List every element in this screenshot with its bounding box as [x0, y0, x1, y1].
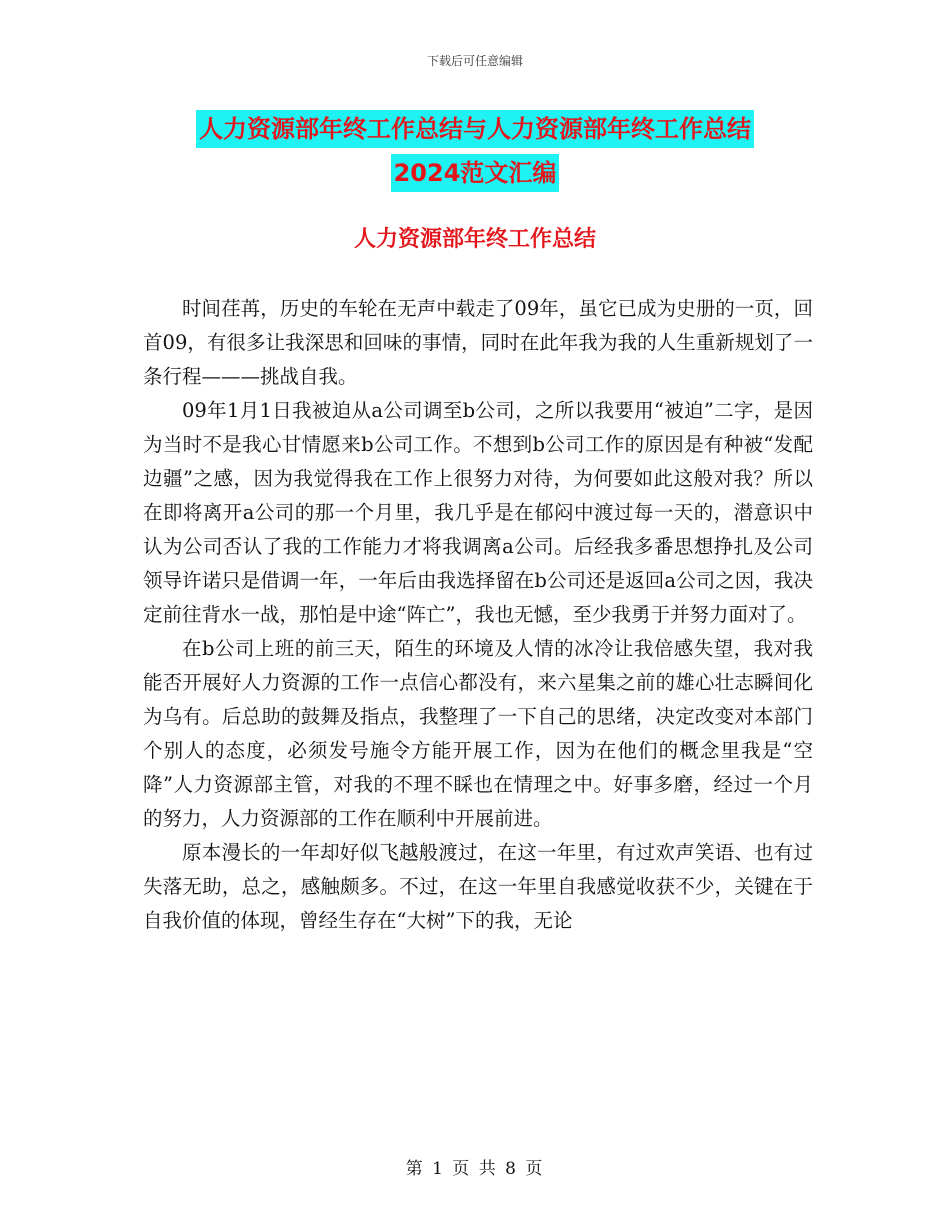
- section-heading: 人力资源部年终工作总结: [353, 227, 596, 252]
- page-header-note: 下载后可任意编辑: [426, 54, 523, 68]
- title-line-1: 人力资源部年终工作总结与人力资源部年终工作总结: [196, 110, 754, 148]
- document-body: [143, 292, 813, 938]
- paragraph-2: 09年1月1日我被迫从a公司调至b公司，之所以我要用“被迫”二字，是因为当时不是我心甘情愿来b公司工作。不想到b公司工作的原因是有种被“发配边疆”之感，因为我觉得我在工作上很努力对待，为何要如此这般对我？所以在即将离开a公司的那一个月里，我几乎是在郁闷中渡过每一天的，潜意识中认为公司否认了我的工作能力才将我调离a公司。后经我多番思想挣扎及公司领导许诺只是借调一年，一年后由我选择留在b公司还是返回a公司之因，我决定前往背水一战，那怕是中途“阵亡”，我也无憾，至少我勇于并努力面对了。: [143, 399, 813, 626]
- paragraph-1: 时间荏苒，历史的车轮在无声中载走了09年，虽它已成为史册的一页，回首09，有很多让我深思和回味的事情，同时在此年我为我的人生重新规划了一条行程———挑战自我。: [143, 297, 813, 388]
- title-line-2: 2024范文汇编: [391, 154, 560, 192]
- paragraph-4: 原本漫长的一年却好似飞越般渡过，在这一年里，有过欢声笑语、也有过失落无助，总之，感触颇多。不过，在这一年里自我感觉收获不少，关键在于自我价值的体现，曾经生存在“大树”下的我，无论: [143, 841, 813, 932]
- paragraph-3: 在b公司上班的前三天，陌生的环境及人情的冰冷让我倍感失望，我对我能否开展好人力资源的工作一点信心都没有，来六星集之前的雄心壮志瞬间化为乌有。后总助的鼓舞及指点，我整理了一下自己的思绪，决定改变对本部门个别人的态度，必须发号施令方能开展工作，因为在他们的概念里我是“空降”人力资源部主管，对我的不理不睬也在情理之中。好事多磨，经过一个月的努力，人力资源部的工作在顺利中开展前进。: [143, 637, 813, 830]
- document-title: [0, 110, 950, 192]
- page-number-footer: 第 1 页 共 8 页: [405, 1159, 545, 1179]
